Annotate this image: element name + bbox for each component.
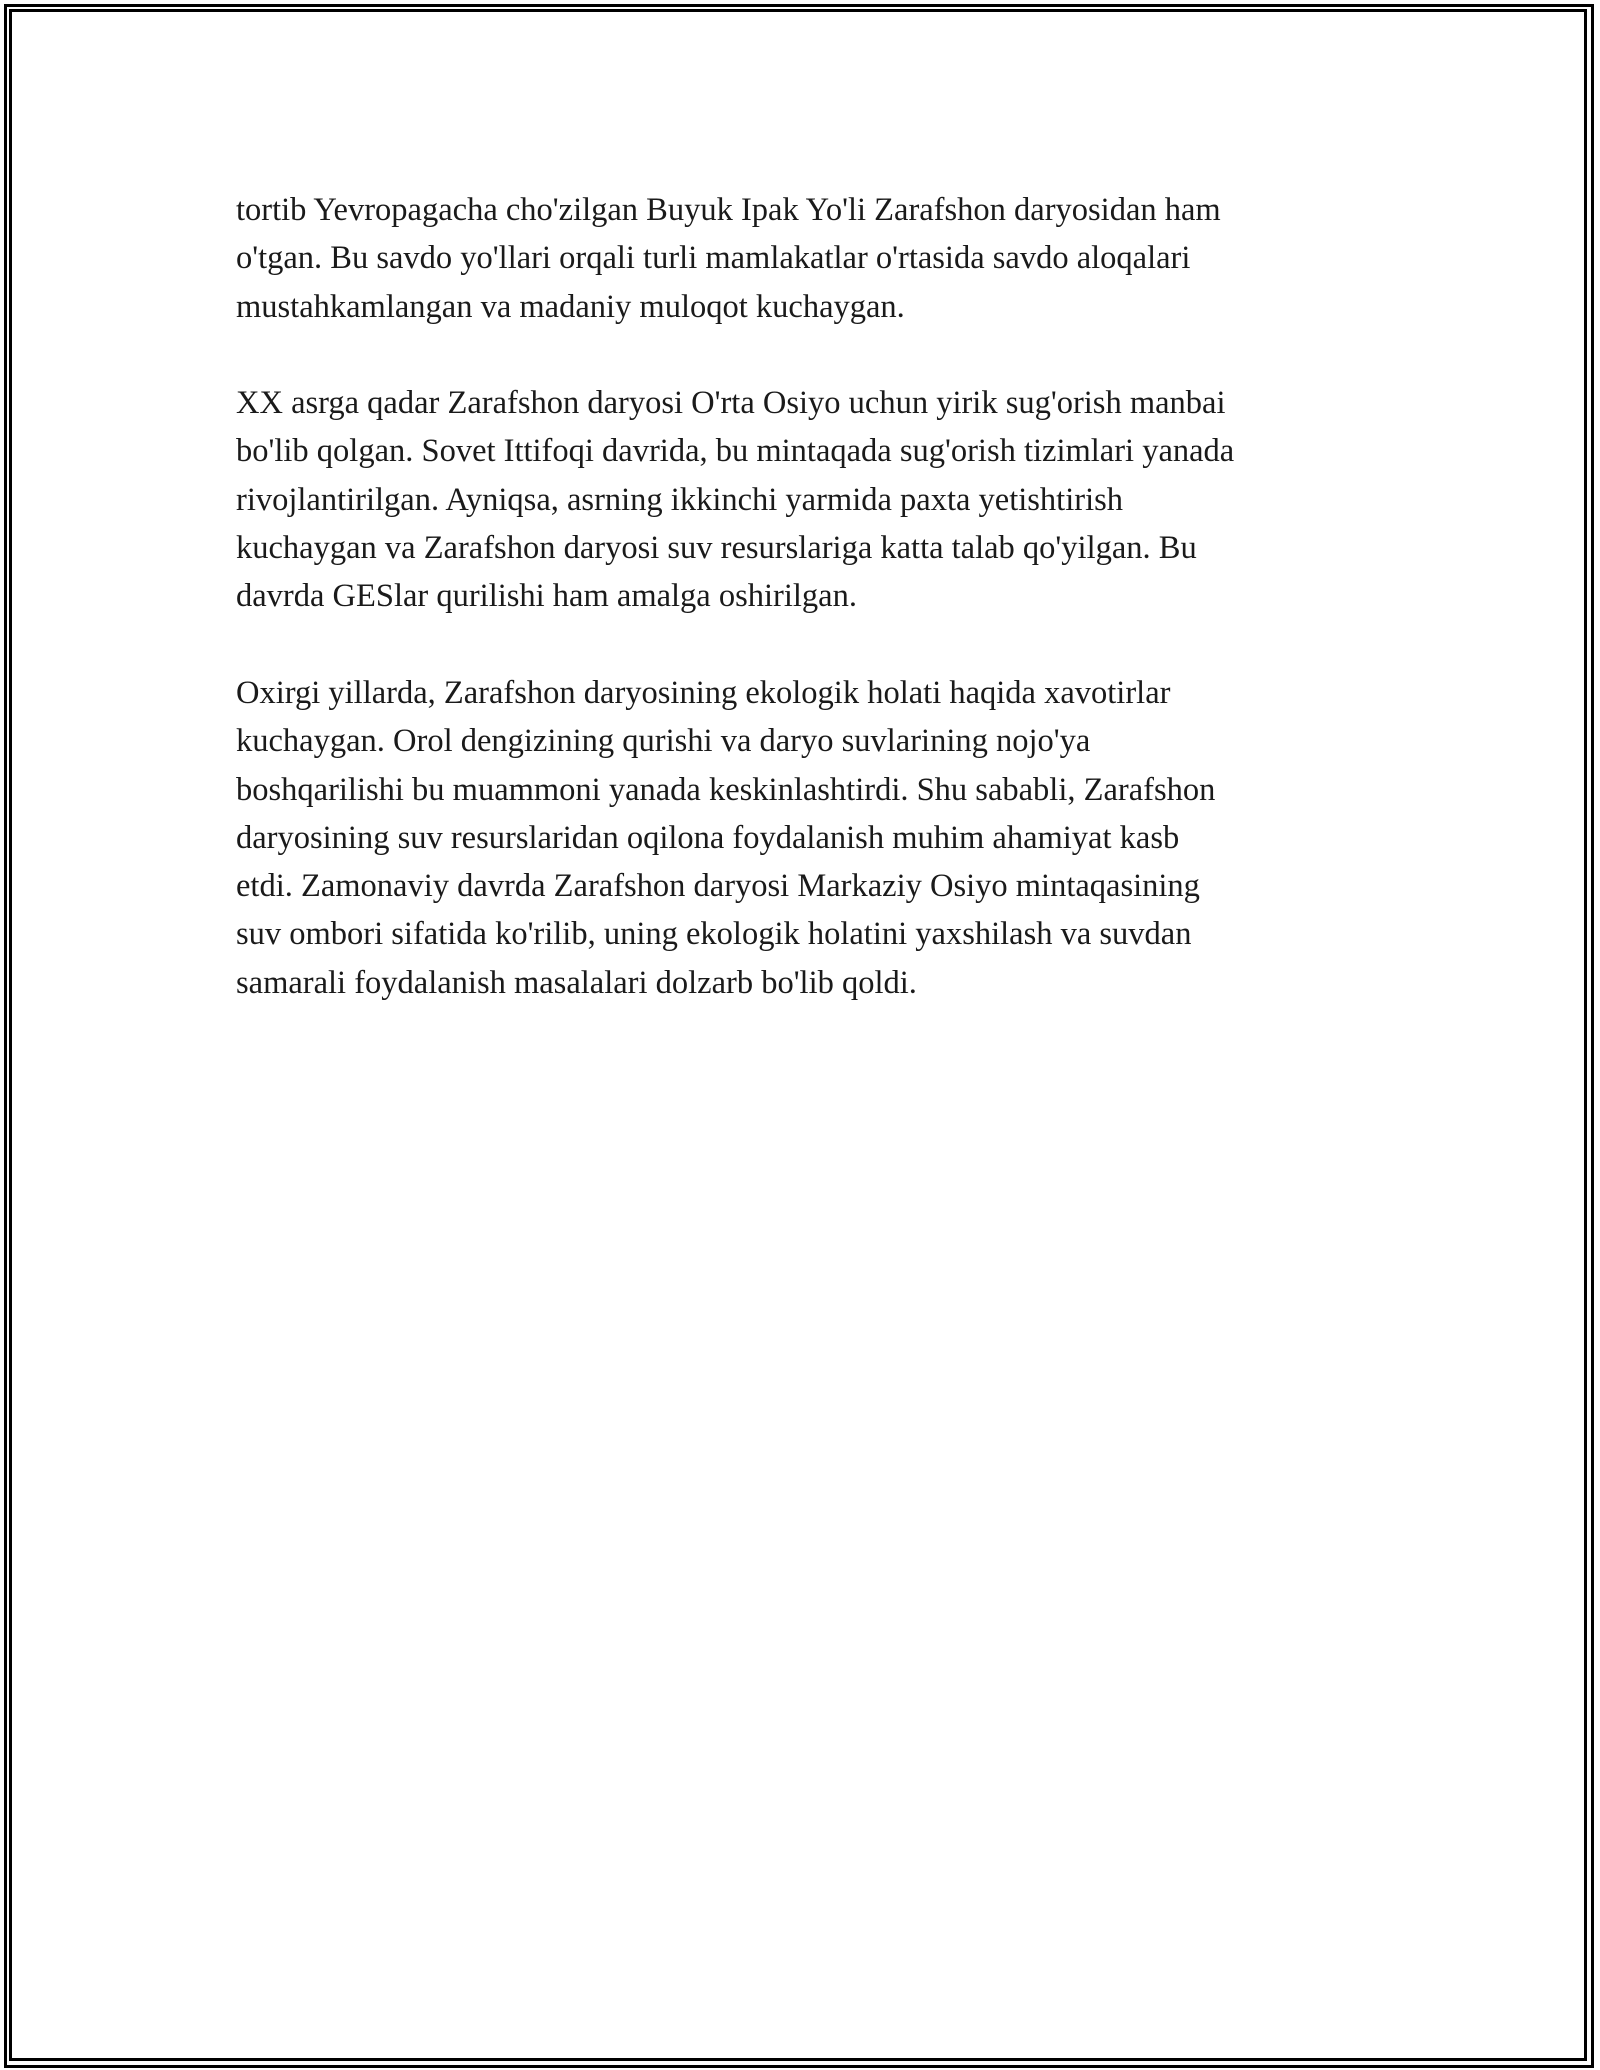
- text-line: rivojlantirilgan. Ayniqsa, asrning ikkinchi yarmida paxta yetishtirish: [236, 481, 1123, 518]
- paragraph-2: [236, 379, 1376, 620]
- text-line: o'tgan. Bu savdo yo'llari orqali turli mamlakatlar o'rtasida savdo aloqalari: [236, 240, 1191, 277]
- document-body: [236, 186, 1376, 1055]
- text-line: etdi. Zamonaviy davrda Zarafshon daryosi Markaziy Osiyo mintaqasining: [236, 868, 1200, 905]
- text-line: boshqarilishi bu muammoni yanada keskinlashtirdi. Shu sababli, Zarafshon: [236, 771, 1216, 808]
- text-line: samarali foydalanish masalalari dolzarb bo'lib qoldi.: [236, 964, 917, 1001]
- text-line: davrda GESlar qurilishi ham amalga oshirilgan.: [236, 578, 857, 615]
- text-line: suv ombori sifatida ko'rilib, uning ekologik holatini yaxshilash va suvdan: [236, 916, 1192, 953]
- text-line: kuchaygan va Zarafshon daryosi suv resurslariga katta talab qo'yilgan. Bu: [236, 530, 1197, 567]
- text-line: mustahkamlangan va madaniy muloqot kuchaygan.: [236, 288, 905, 325]
- text-line: tortib Yevropagacha cho'zilgan Buyuk Ipak Yo'li Zarafshon daryosidan ham: [236, 192, 1221, 228]
- paragraph-1: [236, 186, 1376, 331]
- text-line: kuchaygan. Orol dengizining qurishi va daryo suvlarining nojo'ya: [236, 723, 1091, 760]
- text-line: XX asrga qadar Zarafshon daryosi O'rta Osiyo uchun yirik sug'orish manbai: [236, 385, 1226, 422]
- text-line: daryosining suv resurslaridan oqilona foydalanish muhim ahamiyat kasb: [236, 819, 1180, 856]
- text-line: bo'lib qolgan. Sovet Ittifoqi davrida, bu mintaqada sug'orish tizimlari yanada: [236, 433, 1235, 470]
- text-line: Oxirgi yillarda, Zarafshon daryosining ekologik holati haqida xavotirlar: [236, 674, 1171, 711]
- paragraph-3: [236, 669, 1376, 1007]
